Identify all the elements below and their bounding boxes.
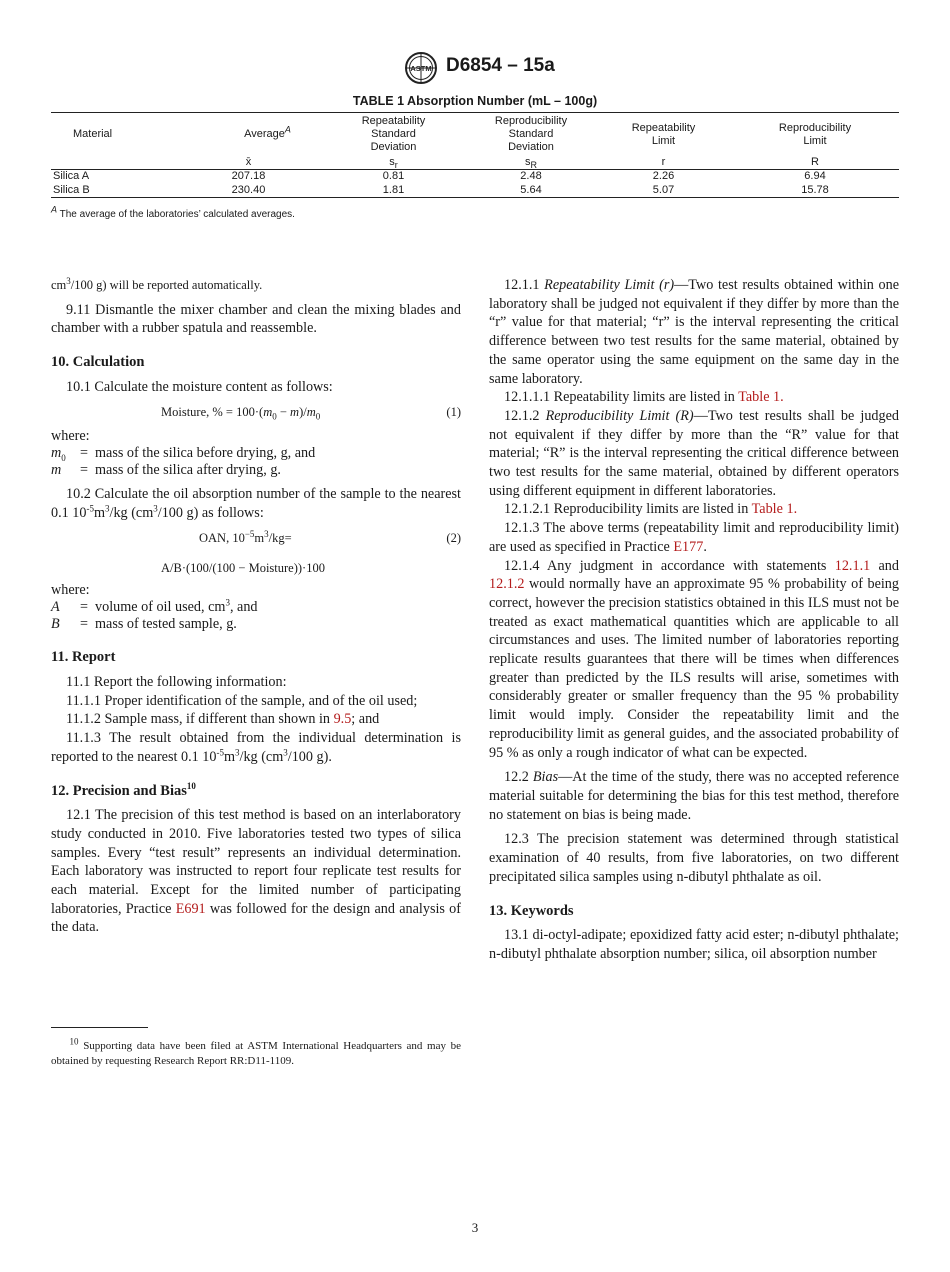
- col-header-average: Average$^A$: [244, 124, 291, 140]
- paragraph-10-1: 10.1 Calculate the moisture content as follows:: [66, 378, 333, 395]
- definition-A: A = volume of oil used, $cm^3$, and: [51, 597, 258, 616]
- paragraph-10-2: 10.2 Calculate the oil absorption number of the sample to the nearest 0.1 $10^{-5}m^3/kg$ ($cm^3/100$ g) as follows:: [51, 486, 461, 521]
- col-header-reproducibility-sd: Reproducibility Standard Deviation: [494, 115, 568, 153]
- definition-m0: $m_0$ = mass of the silica before drying, g, and: [51, 445, 316, 464]
- table-cell: 5.07: [652, 183, 675, 196]
- table-cell: 207.18: [231, 170, 266, 182]
- paragraph-12-1-3: 12.1.3 The above terms (repeatability limit and reproducibility limit) are used as specified in Practice E177.: [489, 520, 899, 555]
- paragraph-11-1-3: 11.1.3 The result obtained from the individual determination is reported to the nearest 0.1 $10^{-5}m^3/kg$ ($cm^3/100$ g).: [51, 730, 461, 765]
- document-id: D6854 – 15a: [446, 55, 555, 76]
- table-cell: 0.81: [382, 170, 405, 182]
- paragraph-continuation: $cm^3/100$ g) will be reported automatically.: [51, 275, 263, 292]
- link-e177[interactable]: E177: [673, 538, 704, 555]
- col-header-repeatability-sd: Repeatability Standard Deviation: [361, 115, 426, 153]
- right-column: [489, 276, 899, 964]
- symbol-R: R: [811, 156, 819, 168]
- equation-2-body: A/B·(100/(100 − Moisture))·100: [161, 560, 325, 575]
- col-header-material: Material: [73, 128, 113, 140]
- paragraph-13-1: 13.1 di-octyl-adipate; epoxidized fatty acid ester; n-dibutyl phthalate; n-dibutyl phthalate absorption number; silica, oil absorption number: [489, 927, 899, 962]
- link-12-1-1[interactable]: 12.1.1: [834, 557, 871, 574]
- table-footnote: $^A$ The average of the laboratories’ calculated averages.: [51, 204, 295, 220]
- symbol-average: x̄: [245, 156, 252, 168]
- where-label: where:: [51, 427, 90, 444]
- absorption-table: [51, 112, 899, 198]
- equation-1: Moisture, % = $100\cdot(m_0 - m)/m_0$ (1): [161, 404, 461, 422]
- definition-B: B = mass of tested sample, g.: [51, 616, 237, 633]
- definition-m: m = mass of the silica after drying, g.: [51, 462, 281, 479]
- paragraph-11-1: 11.1 Report the following information:: [66, 674, 287, 691]
- table-row: [51, 184, 899, 198]
- symbol-cell: [51, 156, 176, 170]
- logo-text: ASTM: [410, 64, 432, 73]
- footnote-10: $^{10}$ Supporting data have been filed at ASTM International Headquarters and may be obtained by requesting Research Report RR:D11-1109.: [51, 1036, 462, 1067]
- paragraph-12-1-4: 12.1.4 Any judgment in accordance with statements 12.1.1 and 12.1.2 would normally have an approximate 95 % probability of being correct, however the precision statistics obtained in this ILS must not be treated as exact mathematical quantities which are applicable to all circumstances and uses. The limited number of laboratories reporting replicate results guarantees that there will be times when differences greater than predicted by the ILS results will arise, sometimes with considerably greater or smaller frequency than the 95 % probability limit would imply. Consider the repeatability limit and the reproducibility limit as general guides, and the associated probability of 95 % as only a rough indicator of what can be expected.: [489, 557, 899, 761]
- left-column: [51, 276, 461, 937]
- paragraph-12-1: 12.1 The precision of this test method is based on an interlaboratory study conducted in 2010. Five laboratories tested two types of silica samples. Every “test result” represents an individual determination. Each laboratory was instructed to report four replicate test results for each material. Except for the limited number of participating laboratories, Practice E691 was followed for the design and analysis of the data.: [51, 807, 461, 936]
- equation-2: OAN, $10^{-5}m^3/kg=$ (2): [51, 527, 461, 549]
- section-heading-10: 10. Calculation: [51, 354, 145, 371]
- table-cell: Silica B: [53, 183, 90, 196]
- section-heading-13: 13. Keywords: [489, 902, 574, 919]
- table-cell: 5.64: [520, 183, 542, 196]
- link-table-1[interactable]: Table 1.: [738, 389, 784, 406]
- paragraph-12-2: 12.2 Bias—At the time of the study, there was no accepted reference material suitable for determining the bias for this test method, therefore no statement on bias is being made.: [489, 769, 899, 823]
- paragraph-12-3: 12.3 The precision statement was determined through statistical examination of 40 results, from five laboratories, on two different precipitated silica samples using n-dibutyl phthalate as oil.: [489, 831, 899, 885]
- table-cell: 15.78: [801, 183, 829, 196]
- col-header-repeatability-limit: Repeatability Limit: [631, 121, 696, 147]
- footnote-rule: [51, 1027, 148, 1028]
- paragraph-11-1-1: 11.1.1 Proper identification of the sample, and of the oil used;: [66, 692, 418, 709]
- table-cell: 2.26: [652, 170, 675, 182]
- average-note-mark: A: [284, 124, 291, 135]
- paragraph-9-11: 9.11 Dismantle the mixer chamber and clean the mixing blades and chamber with a rubber spatula and reassemble.: [51, 301, 461, 337]
- paragraph-12-1-2-1: 12.1.2.1 Reproducibility limits are listed in Table 1.: [504, 501, 798, 518]
- table-cell: 230.40: [231, 183, 266, 196]
- table-cell: 6.94: [804, 170, 826, 182]
- astm-logo: [403, 51, 439, 85]
- table-title: TABLE 1 Absorption Number (mL – 100g): [352, 94, 598, 108]
- symbol-sR: $s_R$: [525, 156, 537, 171]
- where-label: where:: [51, 581, 90, 598]
- link-e691[interactable]: E691: [175, 900, 206, 917]
- link-table-1[interactable]: Table 1.: [751, 501, 798, 518]
- section-heading-12: 12. Precision and Bias$^{10}$: [51, 780, 196, 799]
- symbol-sr: $s_r$: [389, 156, 398, 171]
- table-cell: Silica A: [53, 170, 90, 182]
- col-header-reproducibility-limit: Reproducibility Limit: [778, 121, 852, 147]
- link-9-5[interactable]: 9.5: [333, 711, 352, 728]
- link-12-1-2[interactable]: 12.1.2: [489, 576, 525, 593]
- section-heading-11: 11. Report: [51, 649, 116, 666]
- table-cell: 2.48: [520, 170, 542, 182]
- symbol-r: r: [661, 156, 666, 168]
- paragraph-12-1-2: 12.1.2 Reproducibility Limit (R)—Two test results shall be judged not equivalent if they differ by more than the “R” value for that material; “R” is the interval representing the critical difference between two test results for the same material, obtained by different operators using different equipment in different laboratories.: [489, 407, 900, 499]
- equation-number: (2): [446, 530, 461, 545]
- paragraph-11-1-2: 11.1.2 Sample mass, if different than shown in 9.5; and: [66, 711, 380, 728]
- paragraph-12-1-1: 12.1.1 Repeatability Limit (r)—Two test results obtained within one laboratory shall be judged not equivalent if they differ by more than the “r” value for that material; “r” is the interval representing the critical difference between two test results for the same material, obtained by the same operator using the same equipment on the same day in the same laboratory.: [489, 277, 900, 387]
- table-cell: 1.81: [382, 183, 405, 196]
- table-row: [51, 170, 899, 184]
- equation-number: (1): [446, 404, 461, 419]
- page-number: 3: [471, 1220, 479, 1235]
- paragraph-12-1-1-1: 12.1.1.1 Repeatability limits are listed in Table 1.: [504, 389, 784, 406]
